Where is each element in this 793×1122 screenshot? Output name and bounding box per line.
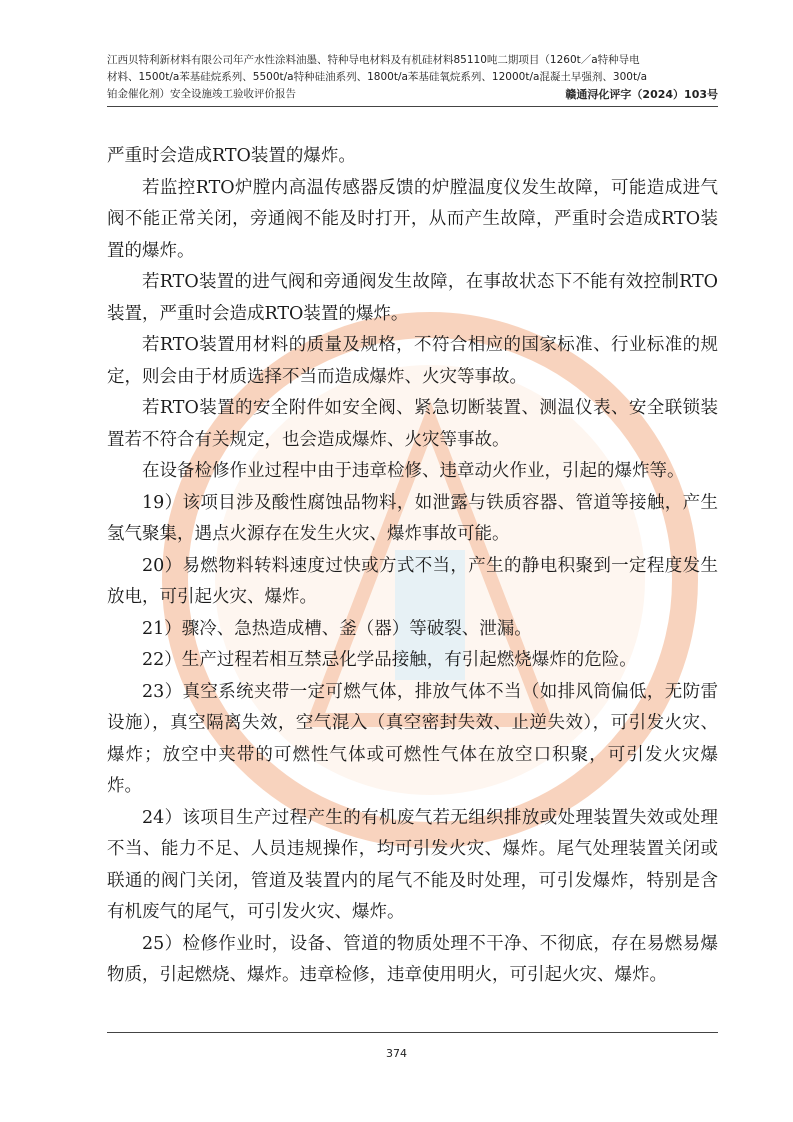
paragraph-item-21: 21）骤冷、急热造成槽、釜（器）等破裂、泄漏。 xyxy=(142,618,532,639)
paragraph-continuation: 严重时会造成RTO装置的爆炸。 xyxy=(107,146,356,166)
paragraph-item-19: 19）该项目涉及酸性腐蚀品物料，如泄露与铁质容器、管道等接触，产生氢气聚集，遇点火源存在发生火灾、爆炸事故可能。 xyxy=(107,492,718,544)
page-header xyxy=(107,52,718,103)
header-divider xyxy=(107,106,718,107)
paragraph-item-20: 20）易燃物料转料速度过快或方式不当，产生的静电积聚到一定程度发生放电，可引起火灾、爆炸。 xyxy=(107,555,718,607)
footer-divider xyxy=(107,1032,718,1033)
paragraph-maintenance: 在设备检修作业过程中由于违章检修、违章动火作业，引起的爆炸等。 xyxy=(142,461,685,481)
header-title-line-3: 铂金催化剂）安全设施竣工验收评价报告 xyxy=(107,88,296,100)
paragraph-material-quality: 若RTO装置用材料的质量及规格，不符合相应的国家标准、行业标准的规定，则会由于材质选择不当而造成爆炸、火灾等事故。 xyxy=(107,335,718,387)
header-title-line-3-row xyxy=(107,86,718,103)
page-number: 374 xyxy=(386,1047,407,1060)
paragraph-safety-accessories: 若RTO装置的安全附件如安全阀、紧急切断装置、测温仪表、安全联锁装置若不符合有关规定，也会造成爆炸、火灾等事故。 xyxy=(107,398,718,450)
paragraph-item-25: 25）检修作业时，设备、管道的物质处理不干净、不彻底，存在易燃易爆物质，引起燃烧、爆炸。违章检修，违章使用明火，可引起火灾、爆炸。 xyxy=(107,933,718,985)
header-title-line-2: 材料、1500t/a苯基硅烷系列、5500t/a特种硅油系列、1800t/a苯基硅氧烷系列、12000t/a混凝土早强剂、300t/a xyxy=(107,71,648,83)
paragraph-item-24: 24）该项目生产过程产生的有机废气若无组织排放或处理装置失效或处理不当、能力不足、人员违规操作，均可引发火灾、爆炸。尾气处理装置关闭或联通的阀门关闭，管道及装置内的尾气不能及时处理，可引发爆炸，特别是含有机废气的尾气，可引发火灾、爆炸。 xyxy=(107,807,718,922)
main-body xyxy=(107,141,718,992)
paragraph-item-23: 23）真空系统夹带一定可燃气体，排放气体不当（如排风筒偏低，无防雷设施），真空隔离失效，空气混入（真空密封失效、止逆失效），可引发火灾、爆炸；放空中夹带的可燃性气体或可燃性气体在放空口积聚，可引发火灾爆炸。 xyxy=(107,681,718,796)
paragraph-item-22: 22）生产过程若相互禁忌化学品接触，有引起燃烧爆炸的危险。 xyxy=(142,650,637,670)
paragraph-furnace-sensor: 若监控RTO炉膛内高温传感器反馈的炉膛温度仪发生故障，可能造成进气阀不能正常关闭，旁通阀不能及时打开，从而产生故障，严重时会造成RTO装置的爆炸。 xyxy=(107,177,718,261)
paragraph-valve-failure: 若RTO装置的进气阀和旁通阀发生故障，在事故状态下不能有效控制RTO装置，严重时会造成RTO装置的爆炸。 xyxy=(107,272,718,324)
header-title-line-1: 江西贝特利新材料有限公司年产水性涂料油墨、特种导电材料及有机硅材料85110吨二期项目（1260t／a特种导电 xyxy=(107,54,640,66)
document-number: 赣通浔化评字（2024）103号 xyxy=(565,88,718,101)
